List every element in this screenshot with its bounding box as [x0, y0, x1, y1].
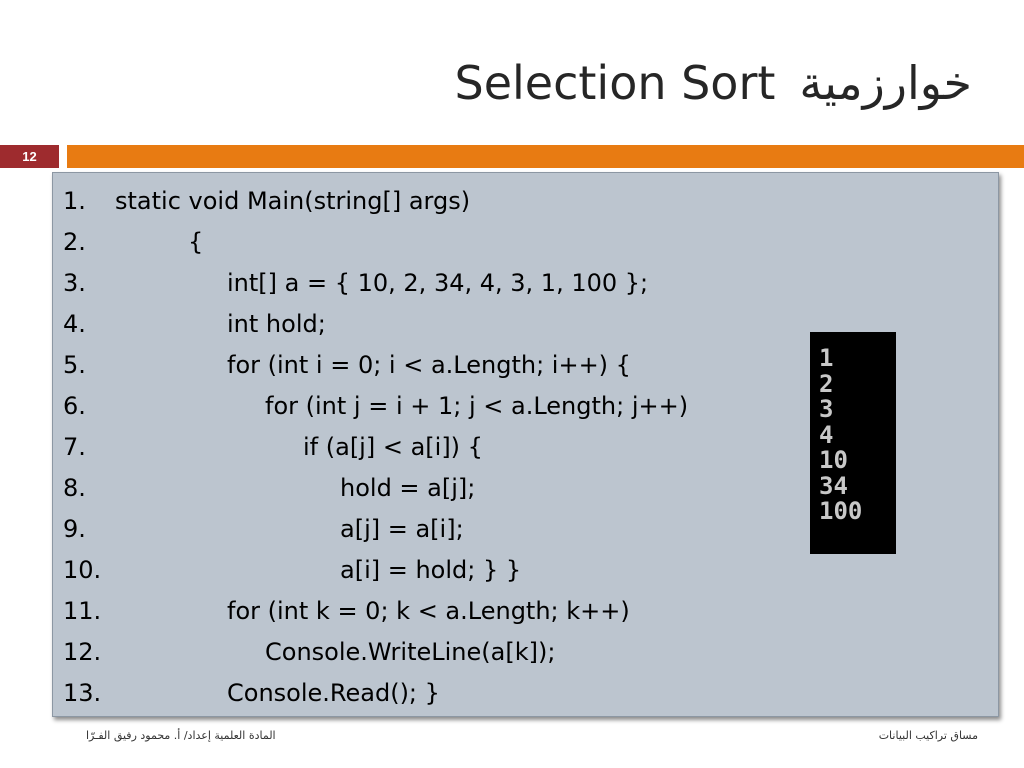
code-line-number: 11.	[63, 597, 102, 625]
console-output-line: 10	[819, 446, 848, 474]
code-line-number: 10.	[63, 556, 102, 584]
code-line-text: static void Main(string[] args)	[115, 187, 471, 215]
code-line-number: 2.	[63, 228, 86, 256]
code-line	[53, 591, 998, 632]
code-line-number: 8.	[63, 474, 86, 502]
slide-number-badge: 12	[0, 145, 59, 168]
code-line-number: 4.	[63, 310, 86, 338]
code-line-text: hold = a[j];	[340, 474, 476, 502]
code-line-text: a[i] = hold; } }	[340, 556, 522, 584]
code-line-number: 5.	[63, 351, 86, 379]
console-output-window	[810, 332, 896, 554]
code-line-text: Console.Read(); }	[227, 679, 440, 707]
code-line-number: 13.	[63, 679, 102, 707]
accent-bar	[67, 145, 1024, 168]
code-line-number: 12.	[63, 638, 102, 666]
code-line-text: Console.WriteLine(a[k]);	[265, 638, 556, 666]
code-line-number: 9.	[63, 515, 86, 543]
slide-title-arabic: خوارزمية	[799, 56, 972, 110]
code-line-text: for (int j = i + 1; j < a.Length; j++)	[265, 392, 689, 420]
slide-title-english: Selection Sort	[454, 56, 776, 110]
code-line	[53, 263, 998, 304]
console-output-line: 34	[819, 471, 848, 500]
code-line	[53, 673, 998, 714]
console-output-line: 3	[819, 395, 834, 423]
console-output-line: 4	[819, 420, 834, 449]
footer-course: مساق تراكيب البيانات	[878, 729, 978, 742]
code-line-text: if (a[j] < a[i]) {	[303, 433, 483, 461]
footer-author: المادة العلمية إعداد/ أ. محمود رفيق الفـرّا	[86, 729, 276, 742]
code-line-text: a[j] = a[i];	[340, 515, 464, 543]
code-line-text: int hold;	[227, 310, 326, 338]
console-output-line: 100	[819, 497, 863, 525]
console-output-line: 2	[819, 369, 834, 398]
code-line-number: 6.	[63, 392, 86, 420]
slide-title	[455, 44, 973, 122]
code-line	[53, 222, 998, 263]
code-line	[53, 181, 998, 222]
code-line-text: {	[188, 228, 204, 256]
code-line-number: 7.	[63, 433, 86, 461]
code-line-number: 1.	[63, 187, 86, 215]
code-line-text: int[] a = { 10, 2, 34, 4, 3, 1, 100 };	[227, 269, 649, 297]
code-line	[53, 550, 998, 591]
code-line-text: for (int i = 0; i < a.Length; i++) {	[227, 351, 631, 379]
code-line	[53, 632, 998, 673]
code-line-number: 3.	[63, 269, 86, 297]
console-output-line: 1	[819, 344, 834, 372]
code-line-text: for (int k = 0; k < a.Length; k++)	[227, 597, 630, 625]
